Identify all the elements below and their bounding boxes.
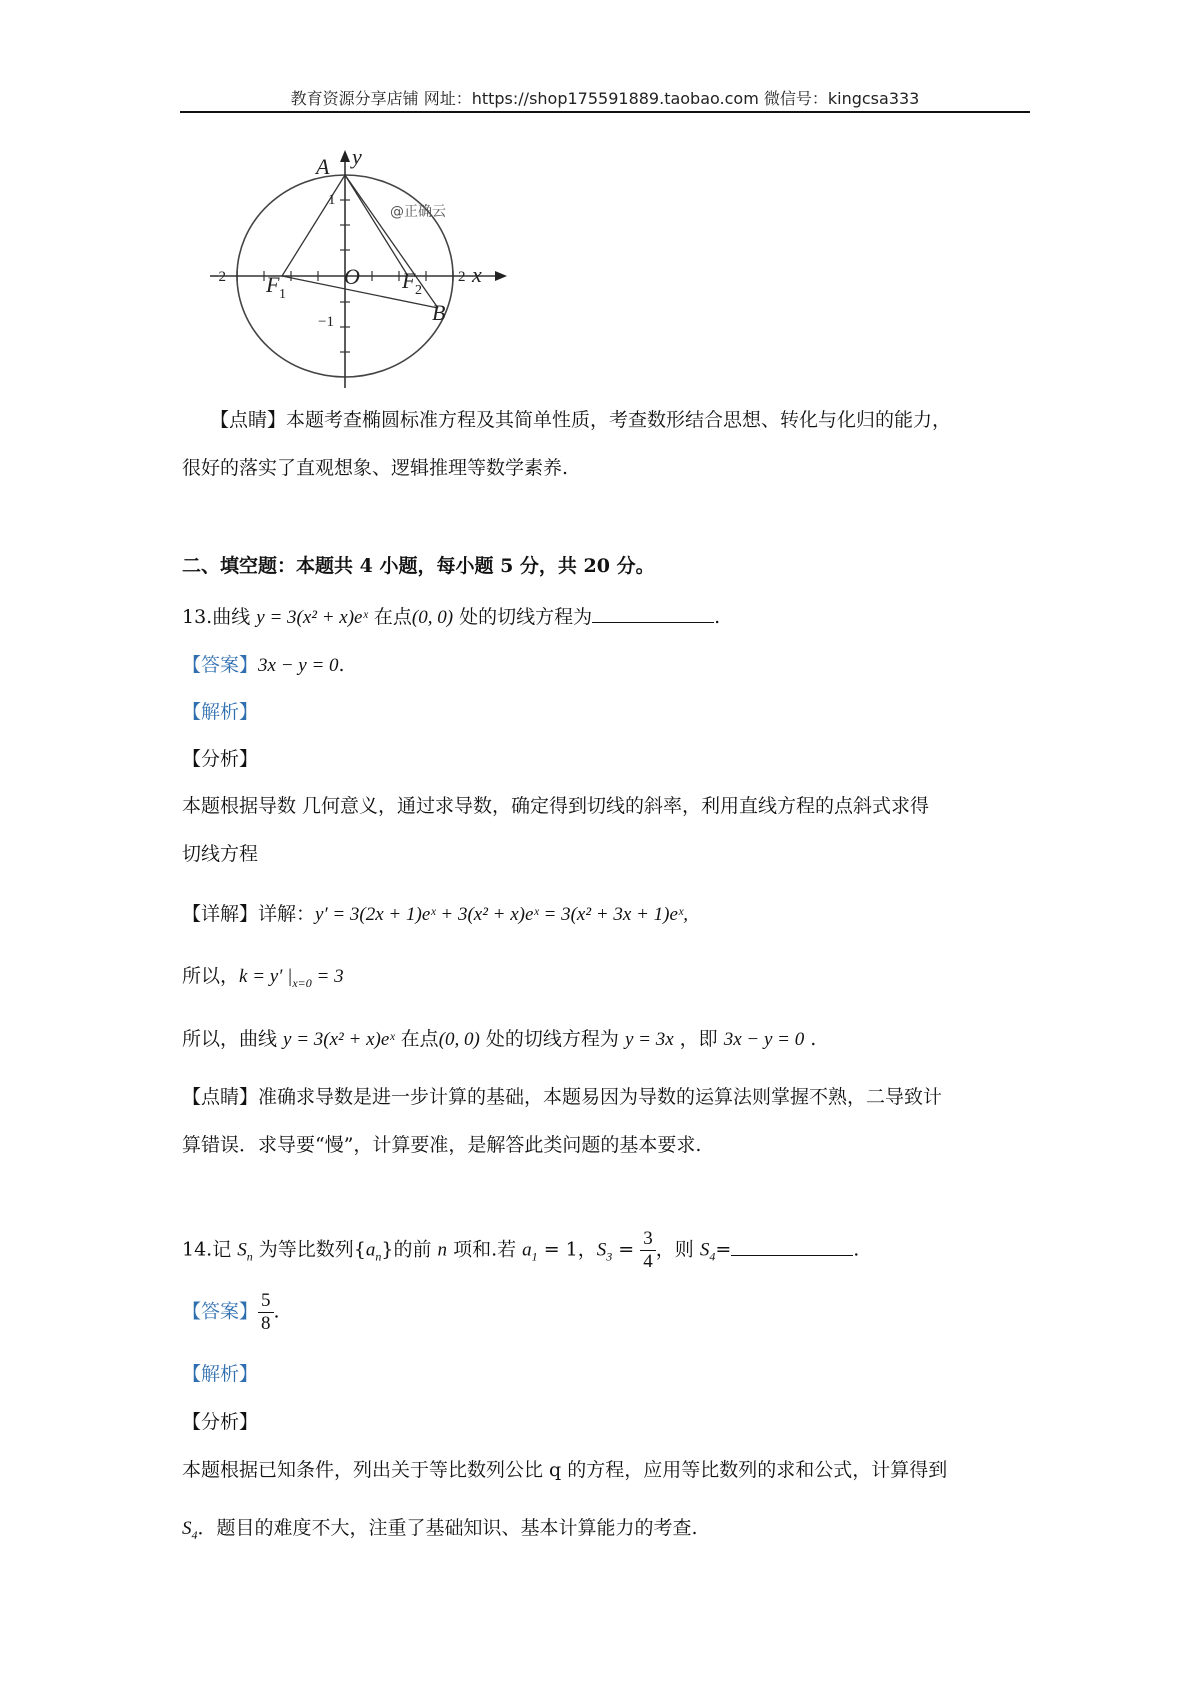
page-header: 教育资源分享店铺 网址：https://shop175591889.taobao.com 微信号：kingcsa333 <box>290 89 920 108</box>
q13-answer-label: 【答案】 <box>182 654 259 676</box>
q14-answer-den: 8 <box>261 1313 271 1334</box>
q13-k-formula: k = y′ | <box>239 966 293 987</box>
q13-so2-point: (0, 0) <box>438 1029 480 1050</box>
q13-so2-mid2: 处的切线方程为 <box>479 1028 625 1050</box>
q13-so1 <box>182 962 344 997</box>
note1-line1: 【点睛】本题考查椭圆标准方程及其简单性质，考查数形结合思想、转化与化归的能力， <box>210 409 952 431</box>
q14-S3-fraction <box>640 1228 656 1273</box>
note1-line2: 很好的落实了直观想象、逻辑推理等数学素养. <box>182 457 569 479</box>
q14-mid2: }的前 <box>381 1238 438 1261</box>
q13-question <box>182 603 720 632</box>
q13-so2-prefix: 所以，曲线 <box>182 1028 284 1050</box>
q14-a1: a <box>522 1239 532 1261</box>
watermark: @正确云 <box>390 204 446 220</box>
q13-analysis1: 本题根据导数 几何意义，通过求导数，确定得到切线的斜率，利用直线方程的点斜式求得 <box>182 795 930 817</box>
q14-S4-eq: = <box>715 1238 732 1261</box>
label-B: B <box>432 300 446 325</box>
x-axis-arrow <box>495 271 507 281</box>
q14-a1-val: = 1， <box>537 1238 597 1261</box>
q13-point: (0, 0) <box>411 607 454 628</box>
section-title: 二、填空题：本题共 4 小题，每小题 5 分，共 20 分。 <box>182 555 655 577</box>
q14-answer <box>182 1290 280 1335</box>
q14-analysis2-sub: 4 <box>191 1527 198 1542</box>
q14-answer-num: 5 <box>258 1290 274 1313</box>
q14-Sn: S <box>237 1239 247 1261</box>
q13-so2-result: 3x − y = 0 <box>723 1029 805 1050</box>
segment-A-F1 <box>282 175 345 276</box>
q14-question <box>182 1228 859 1273</box>
q14-n: n <box>437 1239 448 1261</box>
q14-mid1: 为等比数列{ <box>252 1238 366 1261</box>
q14-Sn-sub: n <box>246 1249 253 1264</box>
q14-analysis2-text: ．题目的难度不大，注重了基础知识、基本计算能力的考查. <box>197 1517 698 1539</box>
label-F1-sub: 1 <box>279 287 286 302</box>
q13-jiexi: 【解析】 <box>182 701 259 723</box>
q13-blank <box>592 604 714 623</box>
q13-analysis2: 切线方程 <box>182 843 259 865</box>
q13-answer-end: . <box>338 654 345 676</box>
header-rule <box>180 111 1030 113</box>
q14-end: . <box>853 1238 860 1261</box>
q13-detail-label: 【详解】详解： <box>182 903 316 925</box>
q13-k-end: = 3 <box>311 966 344 987</box>
q13-end: . <box>714 606 721 628</box>
q14-an: a <box>365 1239 376 1261</box>
q14-S4: S <box>699 1239 710 1261</box>
q14-fenxi: 【分析】 <box>182 1411 259 1433</box>
q13-prefix: 13.曲线 <box>182 606 257 628</box>
q14-analysis1: 本题根据已知条件，列出关于等比数列公比 q 的方程，应用等比数列的求和公式，计算得到 <box>182 1459 948 1481</box>
label-y: y <box>352 150 362 169</box>
segment-A-F2 <box>345 175 408 276</box>
q13-mid: 在点 <box>367 606 412 628</box>
q14-an-sub: n <box>375 1249 382 1264</box>
q14-blank <box>731 1237 853 1256</box>
q14-answer-fraction <box>258 1290 274 1335</box>
q13-answer-value: 3x − y = 0 <box>258 655 339 676</box>
q13-note-line1: 【点睛】准确求导数是进一步计算的基础，本题易因为导数的运算法则掌握不熟，二导致计 <box>182 1086 943 1108</box>
q14-analysis2 <box>182 1514 698 1549</box>
q14-S4-sub: 4 <box>709 1249 716 1264</box>
q13-so2-end: . <box>804 1028 817 1050</box>
label-O: O <box>344 264 360 289</box>
q13-suffix: 处的切线方程为 <box>453 606 593 628</box>
q13-so2-formula: y = 3(x² + x)eˣ <box>283 1029 395 1050</box>
q14-S3-eq: = <box>612 1238 641 1261</box>
q13-fenxi: 【分析】 <box>182 748 259 770</box>
ellipse-figure <box>210 150 560 390</box>
label-x: x <box>472 262 482 287</box>
q13-so1-label: 所以， <box>182 965 240 987</box>
q14-jiexi: 【解析】 <box>182 1363 259 1385</box>
tick-label-1: 1 <box>328 192 336 208</box>
q14-prefix: 14.记 <box>182 1238 238 1261</box>
q13-detail-formula: y′ = 3(2x + 1)eˣ + 3(x² + x)eˣ = 3(x² + 3x + 1)eˣ, <box>315 904 689 925</box>
q13-note-line2: 算错误．求导要“慢”，计算要准，是解答此类问题的基本要求. <box>182 1134 702 1156</box>
q14-mid4: ，则 <box>655 1238 700 1261</box>
label-A: A <box>316 154 330 179</box>
q13-so2-line: y = 3x <box>624 1029 674 1050</box>
label-F2: F <box>402 268 416 293</box>
q13-so2-mid3: ，即 <box>673 1028 724 1050</box>
q14-mid3: 项和.若 <box>447 1238 523 1261</box>
q13-so2 <box>182 1025 816 1054</box>
label-F1: F <box>266 272 280 297</box>
tick-label-neg1: −1 <box>318 314 334 330</box>
q14-S3: S <box>596 1239 607 1261</box>
q13-so2-mid: 在点 <box>394 1028 439 1050</box>
y-axis-arrow <box>340 150 350 162</box>
q14-S3-sub: 3 <box>606 1249 613 1264</box>
q14-S3-den: 4 <box>643 1251 653 1272</box>
tick-label-neg2: −2 <box>210 269 226 285</box>
q13-k-sub: x=0 <box>292 975 312 990</box>
q14-analysis2-S: S <box>182 1518 192 1539</box>
q14-a1-sub: 1 <box>531 1249 538 1264</box>
q13-answer <box>182 651 345 680</box>
q13-formula: y = 3(x² + x)eˣ <box>256 607 368 628</box>
q13-detail <box>182 900 688 929</box>
tick-label-2: 2 <box>458 269 466 285</box>
q14-answer-end: . <box>273 1300 280 1323</box>
q14-S3-num: 3 <box>640 1228 656 1251</box>
q14-answer-label: 【答案】 <box>182 1300 259 1323</box>
label-F2-sub: 2 <box>415 283 422 298</box>
